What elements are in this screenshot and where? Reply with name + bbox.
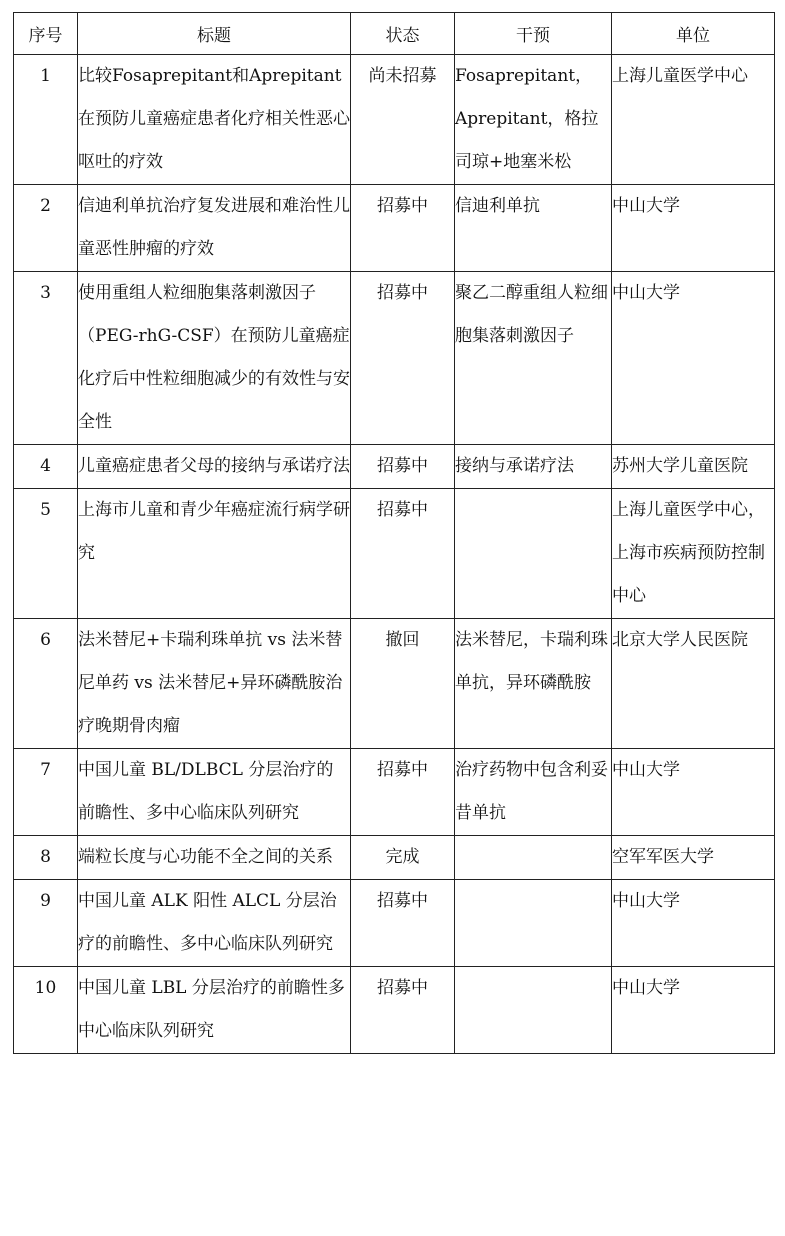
cell-title	[78, 55, 351, 185]
cell-title-text: 中国儿童 LBL 分层治疗的前瞻性多中心临床队列研究	[78, 978, 345, 1041]
cell-title	[78, 185, 351, 272]
cell-intervention	[455, 619, 612, 749]
cell-status	[351, 836, 455, 880]
cell-no-text: 10	[34, 978, 57, 998]
cell-intervention	[455, 272, 612, 445]
cell-status	[351, 185, 455, 272]
cell-no-text: 3	[40, 283, 51, 303]
cell-title-text: 中国儿童 BL/DLBCL 分层治疗的前瞻性、多中心临床队列研究	[78, 760, 334, 823]
cell-no	[14, 967, 78, 1054]
cell-status	[351, 880, 455, 967]
cell-no	[14, 619, 78, 749]
header-no: 序号	[14, 13, 78, 55]
cell-title	[78, 967, 351, 1054]
header-status: 状态	[351, 13, 455, 55]
cell-intervention	[455, 185, 612, 272]
cell-status	[351, 489, 455, 619]
cell-unit	[612, 272, 775, 445]
cell-title-text: 使用重组人粒细胞集落刺激因子（PEG-rhG-CSF）在预防儿童癌症化疗后中性粒细胞减少的有效性与安全性	[78, 283, 350, 432]
cell-unit-text: 空军军医大学	[612, 847, 714, 867]
cell-no	[14, 489, 78, 619]
cell-title	[78, 489, 351, 619]
cell-unit	[612, 749, 775, 836]
cell-title-text: 上海市儿童和青少年癌症流行病学研究	[78, 500, 350, 563]
header-unit: 单位	[612, 13, 775, 55]
cell-no	[14, 55, 78, 185]
cell-status-text: 撤回	[385, 630, 420, 650]
cell-status	[351, 749, 455, 836]
cell-no	[14, 836, 78, 880]
table-row	[14, 836, 775, 880]
cell-intervention-text: 信迪利单抗	[455, 196, 540, 216]
cell-no	[14, 185, 78, 272]
cell-status	[351, 272, 455, 445]
cell-intervention-text: Fosaprepitant，Aprepitant，格拉司琼+地塞米松	[455, 66, 599, 172]
cell-status	[351, 55, 455, 185]
table-row	[14, 489, 775, 619]
cell-status	[351, 967, 455, 1054]
cell-intervention-text: 接纳与承诺疗法	[455, 456, 574, 476]
cell-no-text: 5	[40, 500, 51, 520]
cell-unit-text: 中山大学	[612, 978, 680, 998]
cell-unit-text: 上海儿童医学中心，上海市疾病预防控制中心	[612, 500, 765, 606]
cell-unit-text: 中山大学	[612, 283, 680, 303]
cell-status-text: 招募中	[377, 456, 428, 476]
cell-no-text: 8	[40, 847, 51, 867]
cell-title-text: 信迪利单抗治疗复发进展和难治性儿童恶性肿瘤的疗效	[78, 196, 350, 259]
table-row	[14, 619, 775, 749]
cell-status-text: 招募中	[377, 283, 428, 303]
table-row	[14, 749, 775, 836]
cell-unit	[612, 489, 775, 619]
cell-no	[14, 272, 78, 445]
cell-no-text: 7	[40, 760, 51, 780]
cell-no	[14, 880, 78, 967]
table-row	[14, 445, 775, 489]
cell-unit-text: 中山大学	[612, 891, 680, 911]
cell-unit-text: 中山大学	[612, 760, 680, 780]
cell-status-text: 招募中	[377, 196, 428, 216]
cell-intervention-text: 治疗药物中包含利妥昔单抗	[455, 760, 608, 823]
cell-title	[78, 836, 351, 880]
cell-no-text: 9	[40, 891, 51, 911]
cell-unit	[612, 836, 775, 880]
cell-intervention	[455, 749, 612, 836]
cell-unit-text: 北京大学人民医院	[612, 630, 748, 650]
cell-no-text: 1	[40, 66, 51, 86]
header-intervention: 干预	[455, 13, 612, 55]
cell-intervention-text: 法米替尼，卡瑞利珠单抗，异环磷酰胺	[455, 630, 608, 693]
cell-no-text: 2	[40, 196, 51, 216]
cell-unit	[612, 967, 775, 1054]
cell-status-text: 招募中	[377, 891, 428, 911]
cell-title	[78, 880, 351, 967]
cell-status-text: 招募中	[377, 760, 428, 780]
cell-status-text: 招募中	[377, 500, 428, 520]
cell-title-text: 端粒长度与心功能不全之间的关系	[78, 847, 333, 867]
cell-status-text: 招募中	[377, 978, 428, 998]
cell-status	[351, 619, 455, 749]
cell-title	[78, 445, 351, 489]
cell-title-text: 中国儿童 ALK 阳性 ALCL 分层治疗的前瞻性、多中心临床队列研究	[78, 891, 337, 954]
cell-title	[78, 749, 351, 836]
cell-unit-text: 中山大学	[612, 196, 680, 216]
table-row	[14, 880, 775, 967]
cell-title-text: 比较Fosaprepitant和Aprepitant在预防儿童癌症患者化疗相关性恶心呕吐的疗效	[78, 66, 350, 172]
cell-intervention	[455, 445, 612, 489]
table-row	[14, 967, 775, 1054]
cell-unit-text: 苏州大学儿童医院	[612, 456, 748, 476]
cell-title	[78, 619, 351, 749]
table-row	[14, 185, 775, 272]
cell-intervention	[455, 55, 612, 185]
cell-unit	[612, 185, 775, 272]
cell-title	[78, 272, 351, 445]
cell-intervention	[455, 880, 612, 967]
cell-intervention-text: 聚乙二醇重组人粒细胞集落刺激因子	[455, 283, 608, 346]
cell-no-text: 4	[40, 456, 51, 476]
cell-no	[14, 445, 78, 489]
cell-unit	[612, 880, 775, 967]
cell-intervention	[455, 836, 612, 880]
table-header-row	[14, 13, 775, 55]
cell-intervention	[455, 489, 612, 619]
cell-title-text: 法米替尼+卡瑞利珠单抗 vs 法米替尼单药 vs 法米替尼+异环磷酰胺治疗晚期骨肉瘤	[78, 630, 343, 736]
cell-status-text: 尚未招募	[368, 66, 437, 86]
cell-title-text: 儿童癌症患者父母的接纳与承诺疗法	[78, 456, 350, 476]
cell-unit	[612, 445, 775, 489]
cell-no	[14, 749, 78, 836]
cell-status-text: 完成	[385, 847, 420, 867]
clinical-trials-table	[13, 12, 775, 1054]
table-row	[14, 55, 775, 185]
cell-status	[351, 445, 455, 489]
cell-unit	[612, 619, 775, 749]
cell-unit-text: 上海儿童医学中心	[612, 66, 748, 86]
cell-no-text: 6	[40, 630, 51, 650]
header-title: 标题	[78, 13, 351, 55]
table-row	[14, 272, 775, 445]
cell-intervention	[455, 967, 612, 1054]
cell-unit	[612, 55, 775, 185]
